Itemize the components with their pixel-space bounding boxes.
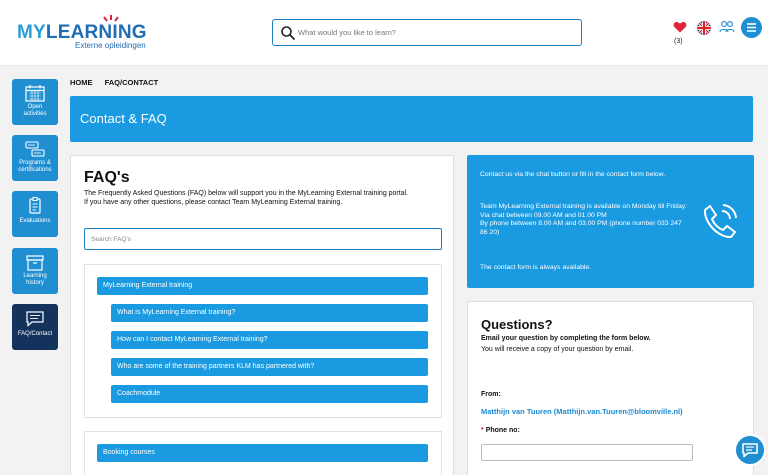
contact-info-panel bbox=[467, 155, 754, 288]
faq-question[interactable]: How can I contact MyLearning External training? bbox=[111, 331, 428, 349]
sidebar-item-open-activities[interactable] bbox=[12, 79, 58, 125]
faq-category-booking[interactable]: Booking courses bbox=[97, 444, 428, 462]
calendar-icon bbox=[25, 85, 45, 102]
sidebar-label-programs-2: certifications bbox=[18, 167, 52, 173]
sidebar-label-programs-1: Programs & bbox=[19, 160, 51, 166]
breadcrumb-home[interactable]: HOME bbox=[70, 78, 93, 87]
chat-button[interactable] bbox=[734, 434, 766, 466]
breadcrumb-faq-contact: FAQ/CONTACT bbox=[104, 78, 159, 87]
logo-subtitle: Externe opleidingen bbox=[75, 41, 146, 50]
contact-info-phone-hours: By phone between 8.00 AM and 03.00 PM (phone number 033 247 86 20) bbox=[480, 220, 682, 236]
faq-intro bbox=[84, 189, 444, 207]
sidebar-label-open-activities-2: activities bbox=[23, 111, 47, 117]
faq-group-mylearning bbox=[84, 264, 442, 418]
sidebar-item-programs-certifications[interactable] bbox=[12, 135, 58, 181]
faq-question[interactable]: What is MyLearning External training? bbox=[111, 304, 428, 322]
contact-info-text-1: Contact us via the chat button or fill in the contact form below. bbox=[480, 171, 666, 178]
phone-label bbox=[481, 427, 520, 434]
from-label: From: bbox=[481, 391, 501, 398]
faq-intro-line2: If you have any other questions, please contact Team MyLearning External training. bbox=[84, 199, 343, 206]
questions-copy-note: You will receive a copy of your question by email. bbox=[481, 346, 634, 353]
favorites-count: (3) bbox=[674, 38, 683, 45]
faq-intro-line1: The Frequently Asked Questions (FAQ) below will support you in the MyLearning External training portal. bbox=[84, 190, 409, 197]
contact-info-text-2 bbox=[480, 203, 690, 237]
sidebar-item-faq-contact[interactable] bbox=[12, 304, 58, 350]
top-header bbox=[0, 0, 768, 66]
faq-panel bbox=[70, 155, 454, 475]
sidebar-label-open-activities-1: Open bbox=[27, 104, 43, 110]
page-title: Contact & FAQ bbox=[80, 111, 167, 126]
main-menu-button[interactable] bbox=[741, 17, 762, 38]
sidebar-label-evaluations: Evaluations bbox=[19, 218, 51, 224]
logo-my-text: MY bbox=[17, 22, 46, 43]
favorites-heart-icon[interactable] bbox=[673, 20, 687, 34]
search-icon bbox=[280, 25, 296, 41]
sidebar-label-faq-contact: FAQ/Contact bbox=[17, 331, 53, 337]
sidebar-item-learning-history[interactable] bbox=[12, 248, 58, 294]
faq-category-mylearning[interactable]: MyLearning External training bbox=[97, 277, 428, 295]
global-search-input[interactable] bbox=[298, 23, 573, 42]
clipboard-icon bbox=[25, 197, 45, 214]
questions-form-panel bbox=[467, 301, 754, 475]
required-marker: * bbox=[481, 427, 484, 434]
language-uk-flag-icon[interactable] bbox=[697, 21, 711, 35]
faq-question[interactable]: Coachmodule bbox=[111, 385, 428, 403]
page-banner bbox=[70, 96, 753, 142]
questions-title: Questions? bbox=[481, 317, 553, 332]
from-user: Matthijn van Tuuren (Matthijn.van.Tuuren@bloomville.nl) bbox=[481, 407, 683, 416]
faq-title: FAQ's bbox=[84, 169, 130, 186]
users-icon[interactable] bbox=[719, 19, 735, 35]
contact-info-text-3: The contact form is always available. bbox=[480, 264, 592, 271]
mylearning-logo[interactable] bbox=[17, 14, 157, 54]
hamburger-icon bbox=[741, 17, 762, 38]
chat-bubble-icon bbox=[736, 436, 764, 464]
breadcrumb bbox=[70, 78, 168, 87]
archive-box-icon bbox=[25, 254, 45, 271]
phone-icon bbox=[697, 200, 741, 244]
questions-subtitle: Email your question by completing the form below. bbox=[481, 335, 651, 342]
phone-label-text: Phone no: bbox=[485, 427, 520, 434]
contact-info-chat-hours: Via chat between 09.00 AM and 01.00 PM bbox=[480, 211, 607, 219]
chat-message-icon bbox=[25, 310, 45, 327]
sidebar-label-learning-history-2: history bbox=[26, 280, 44, 286]
faq-question[interactable]: Who are some of the training partners KLM has partnered with? bbox=[111, 358, 428, 376]
faq-group-booking bbox=[84, 431, 442, 475]
phone-field[interactable] bbox=[481, 444, 693, 461]
contact-info-availability: Team MyLearning External training is available on Monday till Friday: bbox=[480, 203, 688, 210]
global-search[interactable] bbox=[272, 19, 582, 46]
logo-learning-text: LEARNING bbox=[45, 22, 147, 43]
programs-icon bbox=[25, 141, 45, 158]
faq-search-input[interactable] bbox=[84, 228, 442, 250]
sidebar-item-evaluations[interactable] bbox=[12, 191, 58, 237]
sidebar-label-learning-history-1: Learning bbox=[23, 273, 47, 279]
